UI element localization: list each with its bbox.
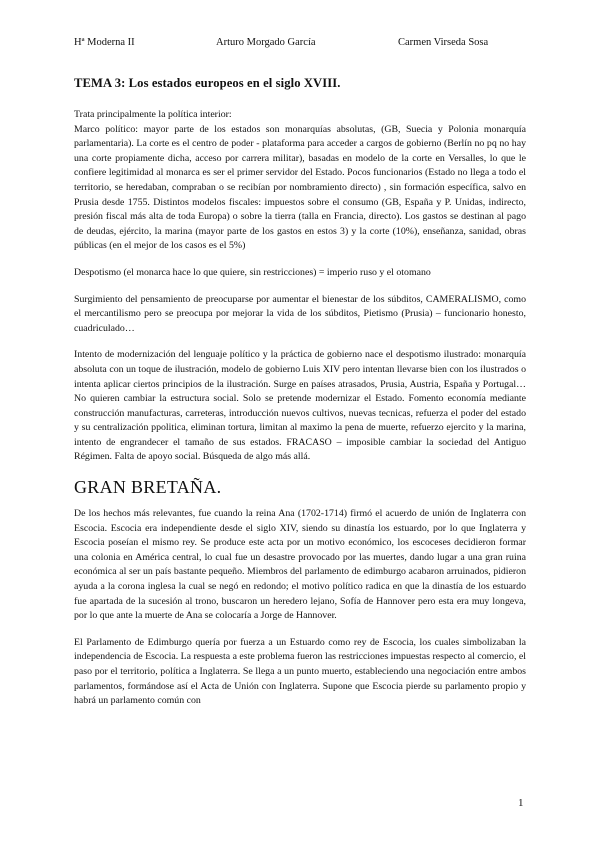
page-header: [74, 37, 526, 51]
paragraph-despotismo: Despotismo (el monarca hace lo que quiere, sin restricciones) = imperio ruso y el otomano: [74, 266, 431, 278]
header-course: Hª Moderna II: [74, 37, 135, 48]
topic-title: TEMA 3: Los estados europeos en el siglo XVIII.: [74, 76, 341, 90]
section-heading-gran-bretana: GRAN BRETAÑA.: [74, 477, 222, 498]
paragraph-parlamento-edimburgo: El Parlamento de Edimburgo quería por fuerza a un Estuardo como rey de Escocia, los cuales simbolizaban la independencia de Escocia. La respuesta a este problema fueron las restricciones impuestas respecto al comercio, el paso por el territorio, política a Inglaterra. Se llega a un punto muerto, estableciendo una negociación entre ambos parlamentos, formándose así el Acta de Unión con Inglaterra. Supone que Escocia pierde su parlamento propio y habrá un parlamento común con: [74, 636, 526, 707]
document-body: [74, 76, 526, 721]
paragraph-marco-politico: Marco político: mayor parte de los estados son monarquías absolutas, (GB, Suecia y Polonia monarquía parlamentaria). La corte es el centro de poder - plataforma para acceder a cargos de gobierno (Berlín no pq no hay una corte propiamente dicha, acceso por carrera militar), basadas en modelo de la corte en Versalles, lo que le confiere legitimidad al monarca es ser el primer servidor del Estado. Pocos funcionarios (Estado no llega a todo el territorio, se heredaban, compraban o se recibían por nombramiento directo) , sin formación específica, salvo en Prusia desde 1755. Distintos modelos fiscales: impuestos sobre el consumo (GB, España y P. Unidas, indirecto, presión fiscal más alta de toda Europa) o sobre la tierra (talla en Francia, directo). Los gastos se destinan al pago de deudas, ejército, la marina (mayor parte de los gastos en estos 3) y la corte (10%), enseñanza, sanidad, obras públicas (en el mejor de los casos es el 5%): [74, 123, 526, 252]
paragraph-despotismo-ilustrado: Intento de modernización del lenguaje político y la práctica de gobierno nace el despotismo ilustrado: monarquía absoluta con un toque de ilustración, modelo de gobierno Luis XIV pero intentan llevarse bien con los ilustrados o intenta aplicar ciertos principios de la ilustración. Surge en países atrasados, Prusia, Austria, España y Portugal… No quieren cambiar la estructura social. Solo se pretende modernizar el Estado. Fomento economía mediante construcción manufacturas, carreteras, introducción nuevos cultivos, nuevas tecnicas, refuerza el poder del estado y su centralización ppolitica, eliminan tortura, limitan al maximo la pena de muerte, refuerzo ejercito y la marina, intento de engrandecer el tamaño de sus estados. FRACASO – imposible cambiar la sociedad del Antiguo Régimen. Falta de apoyo social. Búsqueda de algo más allá.: [74, 349, 526, 463]
paragraph-hechos-relevantes: De los hechos más relevantes, fue cuando la reina Ana (1702-1714) firmó el acuerdo de unión de Inglaterra con Escocia. Escocia era independiente desde el siglo XIV, siendo su dinastía los estuardo, por lo que Inglaterra y Escocia poseían el mismo rey. Se produce este acta por un motivo económico, los escoceses decidieron formar una colonia en América central, lo cual fue un desastre provocado por las muertes, dando lugar a una gran ruina económica al ser un país bastante pequeño. Miembros del parlamento de edimburgo acabaron arruinados, pidieron ayuda a la corona inglesa la cual se negó en redondo; el motivo político radica en que la dinastía de los estuardo fue apartada de la sucesión al trono, buscaron un heredero lejano, Sofía de Hannover pero esta era muy longeva, por lo que ante la muerte de Ana se colocaría a Jorge de Hannover.: [74, 508, 526, 622]
header-author: Arturo Morgado García: [216, 37, 316, 48]
page-number: 1: [518, 797, 524, 809]
intro-line: Trata principalmente la política interior:: [74, 109, 232, 120]
header-student: Carmen Virseda Sosa: [398, 37, 489, 48]
paragraph-surgimiento: Surgimiento del pensamiento de preocuparse por aumentar el bienestar de los súbditos, CAMERALISMO, como el mercantilismo pero se preocupa por mejorar la vida de los súbditos, Pietismo (Prusia) – funcionario honesto, cuadriculado…: [74, 293, 526, 334]
